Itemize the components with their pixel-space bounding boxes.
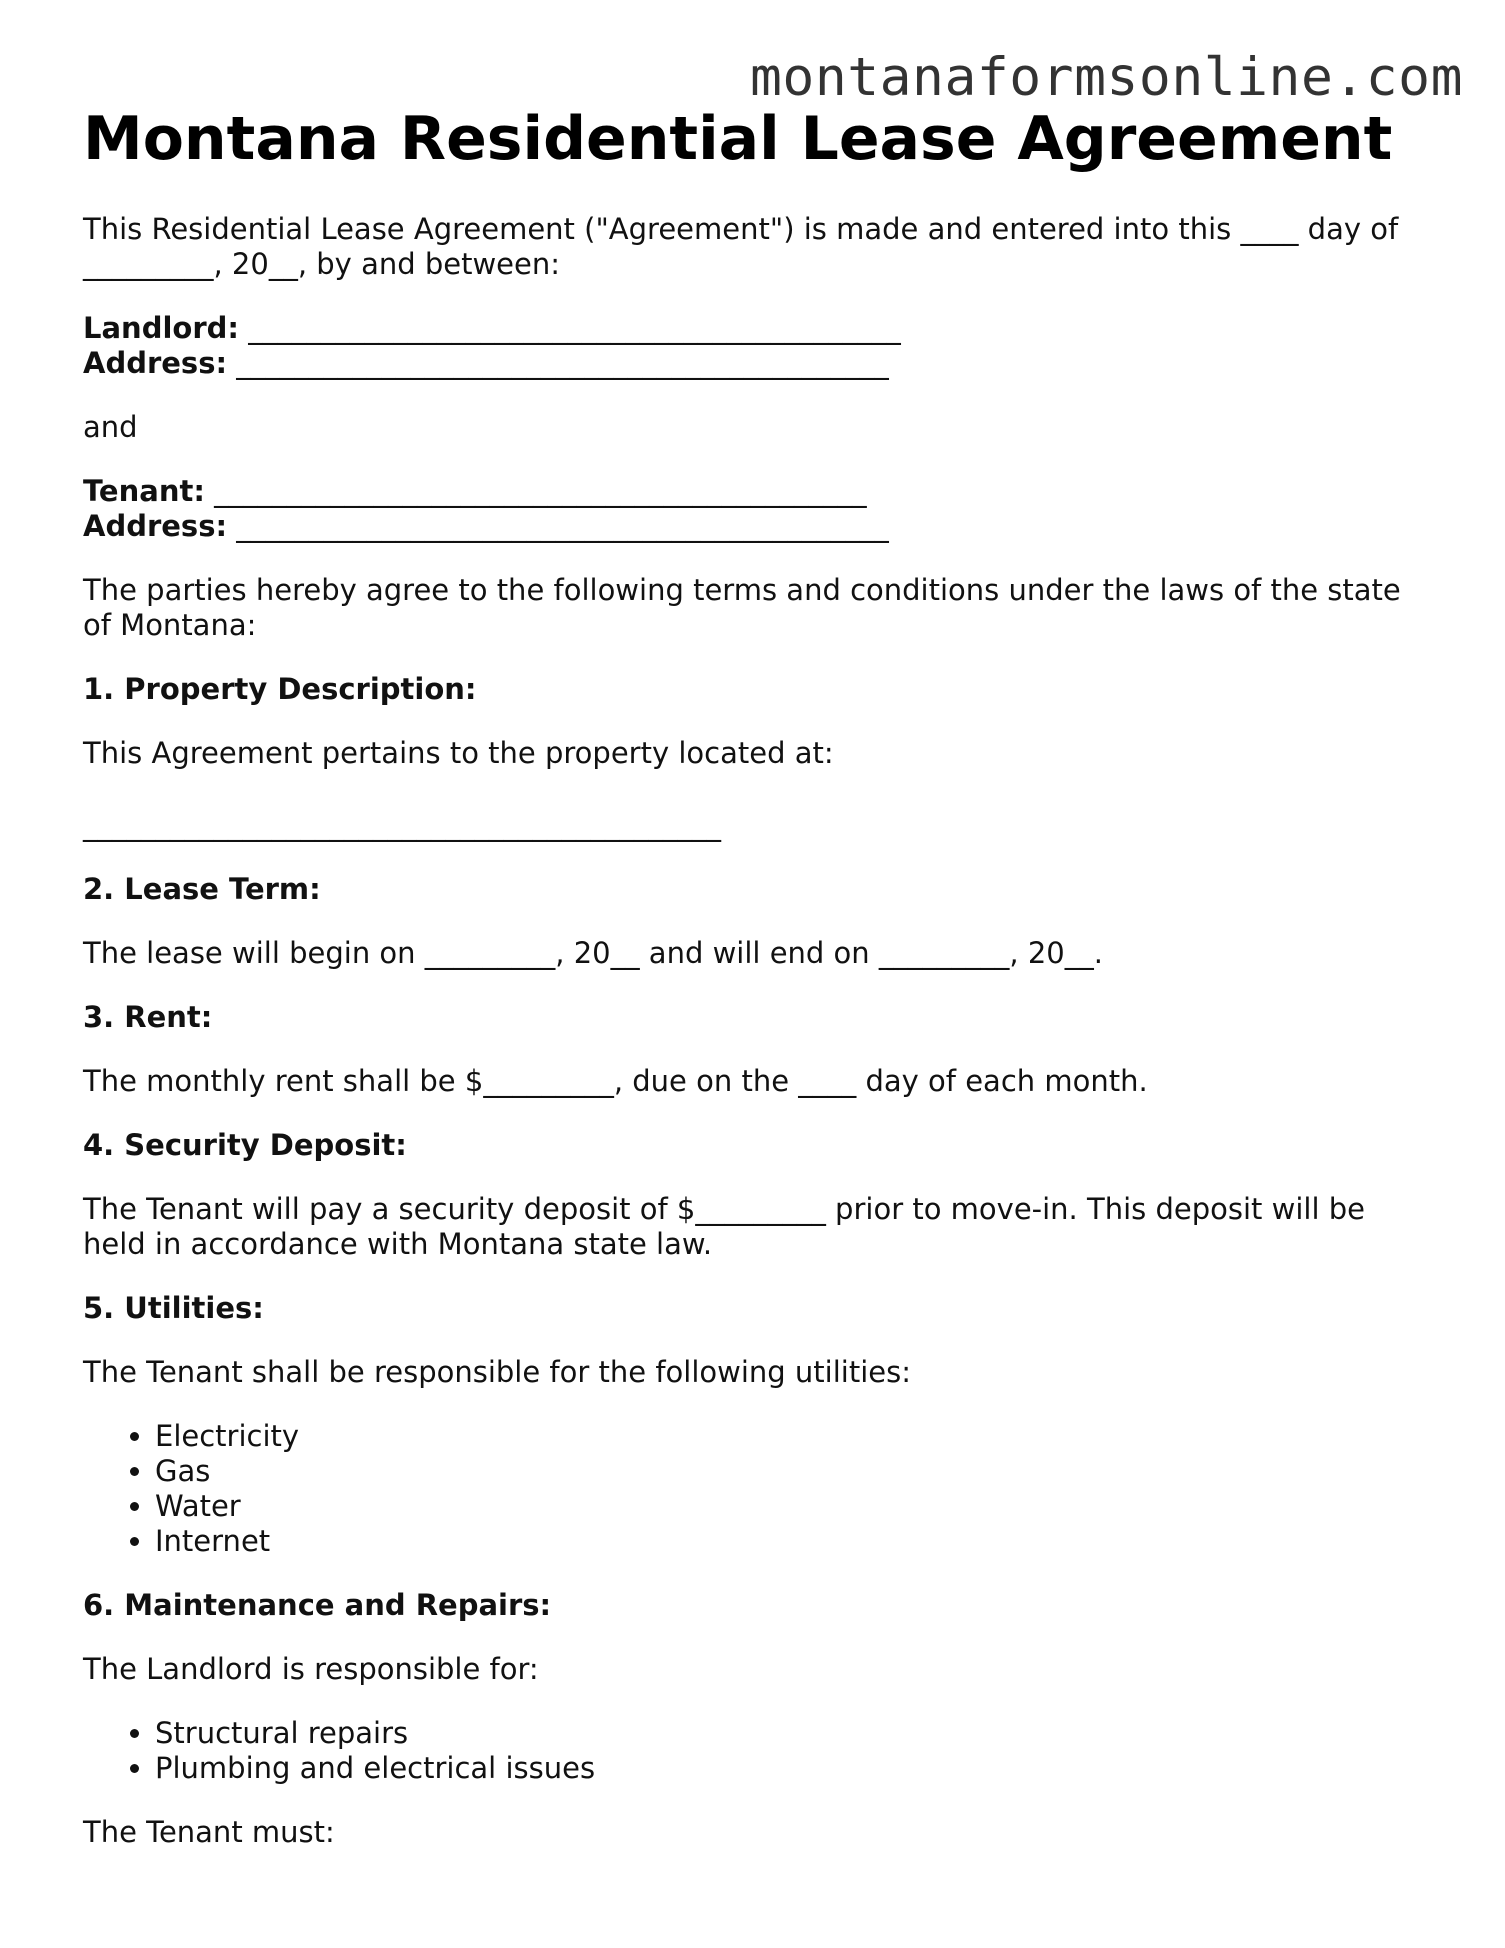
list-item: • Electricity	[155, 1419, 1423, 1454]
tenant-address-row	[83, 509, 1423, 544]
tenant-label: Tenant:	[83, 474, 205, 508]
section-heading-rent: 3. Rent:	[83, 1000, 213, 1034]
tenant-blank: _____________________________________________	[214, 474, 867, 508]
landlord-address-label: Address:	[83, 346, 228, 380]
and-text: and	[83, 410, 138, 444]
landlord-address-blank: _____________________________________________	[236, 346, 889, 380]
utilities-paragraph: The Tenant shall be responsible for the following utilities:	[83, 1355, 911, 1389]
list-item: • Plumbing and electrical issues	[155, 1751, 1423, 1786]
landlord-row	[83, 311, 1423, 346]
parties-paragraph: The parties hereby agree to the following terms and conditions under the laws of the state of Montana:	[83, 573, 1401, 642]
section-heading-utilities: 5. Utilities:	[83, 1291, 264, 1325]
intro-paragraph: This Residential Lease Agreement ("Agreement") is made and entered into this ____ day of _________, 20__, by and between:	[83, 212, 1399, 281]
property-address-blank: ____________________________________________	[83, 808, 721, 842]
list-item: • Structural repairs	[155, 1716, 1423, 1751]
section-heading-lease-term: 2. Lease Term:	[83, 872, 321, 906]
rent-paragraph: The monthly rent shall be $_________, due on the ____ day of each month.	[83, 1064, 1148, 1098]
document-title: Montana Residential Lease Agreement	[83, 104, 1393, 174]
tenant-block	[83, 474, 1423, 544]
landlord-block	[83, 311, 1423, 381]
list-item: • Water	[155, 1489, 1423, 1524]
landlord-responsibility-list	[83, 1716, 1423, 1786]
section-heading-maintenance: 6. Maintenance and Repairs:	[83, 1588, 552, 1622]
landlord-label: Landlord:	[83, 311, 239, 345]
section-heading-security-deposit: 4. Security Deposit:	[83, 1128, 407, 1162]
tenant-address-label: Address:	[83, 509, 228, 543]
list-item: • Gas	[155, 1454, 1423, 1489]
utilities-list	[83, 1419, 1423, 1559]
landlord-blank: _____________________________________________	[248, 311, 901, 345]
tenant-responsibility-paragraph: The Tenant must:	[83, 1815, 335, 1849]
landlord-responsibility-paragraph: The Landlord is responsible for:	[83, 1652, 539, 1686]
lease-term-paragraph: The lease will begin on _________, 20__ and will end on _________, 20__.	[83, 936, 1103, 970]
property-paragraph: This Agreement pertains to the property located at:	[83, 736, 834, 770]
watermark-text: montanaformsonline.com	[750, 47, 1463, 108]
landlord-address-row	[83, 346, 1423, 381]
document-body	[83, 212, 1423, 1879]
tenant-address-blank: _____________________________________________	[236, 509, 889, 543]
tenant-row	[83, 474, 1423, 509]
list-item: • Internet	[155, 1524, 1423, 1559]
section-heading-property: 1. Property Description:	[83, 672, 477, 706]
security-deposit-paragraph: The Tenant will pay a security deposit of $_________ prior to move-in. This deposit will be held in accordance with Montana state law.	[83, 1192, 1365, 1261]
